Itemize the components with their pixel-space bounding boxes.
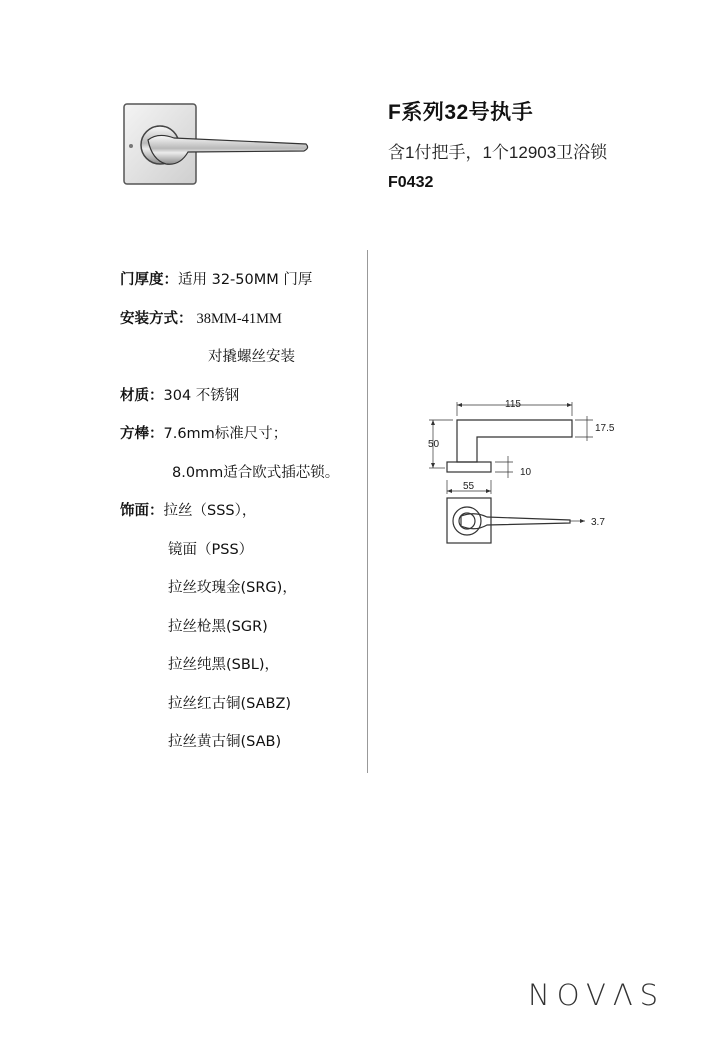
spec-install-method: 对撬螺丝安装	[208, 349, 295, 365]
spec-install	[120, 307, 282, 328]
dimension-drawing	[415, 390, 645, 555]
spec-value: 304 不锈钢	[163, 388, 240, 404]
dim-length: 115	[505, 399, 521, 410]
finish-item: 镜面（PSS）	[168, 542, 254, 558]
spec-value: 适用 32-50MM 门厚	[178, 272, 313, 288]
finish-item: 拉丝红古铜(SABZ)	[168, 696, 292, 712]
product-image	[118, 98, 318, 190]
finish-item: 拉丝纯黑(SBL)，	[168, 657, 280, 673]
finish-item: 拉丝玫瑰金(SRG)，	[168, 580, 297, 596]
product-title: F系列32号执手	[388, 101, 534, 124]
spec-material	[120, 384, 239, 405]
spec-label: 饰面：	[120, 503, 164, 519]
dim-rose-width: 55	[463, 481, 475, 492]
dim-rose-thickness: 10	[520, 467, 532, 478]
spec-label: 材质：	[120, 388, 164, 404]
spec-finish	[120, 499, 256, 520]
finish-item: 拉丝黄古铜(SAB)	[168, 734, 282, 750]
brand-logo: NOVΛS	[528, 978, 666, 1012]
spec-spindle-euro: 8.0mm适合欧式插芯锁。	[172, 465, 340, 481]
spec-value: 38MM-41MM	[196, 311, 282, 327]
column-divider	[367, 250, 368, 773]
dim-height: 50	[428, 439, 440, 450]
dim-grip: 17.5	[595, 423, 615, 434]
spec-label: 门厚度：	[120, 272, 178, 288]
product-subtitle: 含1付把手，1个12903卫浴锁	[388, 143, 608, 162]
spec-label: 安装方式：	[120, 311, 193, 327]
spec-value: 7.6mm标准尺寸；	[163, 426, 288, 442]
finish-item: 拉丝枪黑(SGR)	[168, 619, 268, 635]
dim-tip: 3.7	[591, 517, 605, 528]
spec-spindle	[120, 422, 287, 443]
spec-door-thickness	[120, 268, 312, 289]
product-code: F0432	[388, 174, 434, 191]
spec-label: 方棒：	[120, 426, 164, 442]
finish-item: 拉丝（SSS），	[163, 503, 257, 519]
